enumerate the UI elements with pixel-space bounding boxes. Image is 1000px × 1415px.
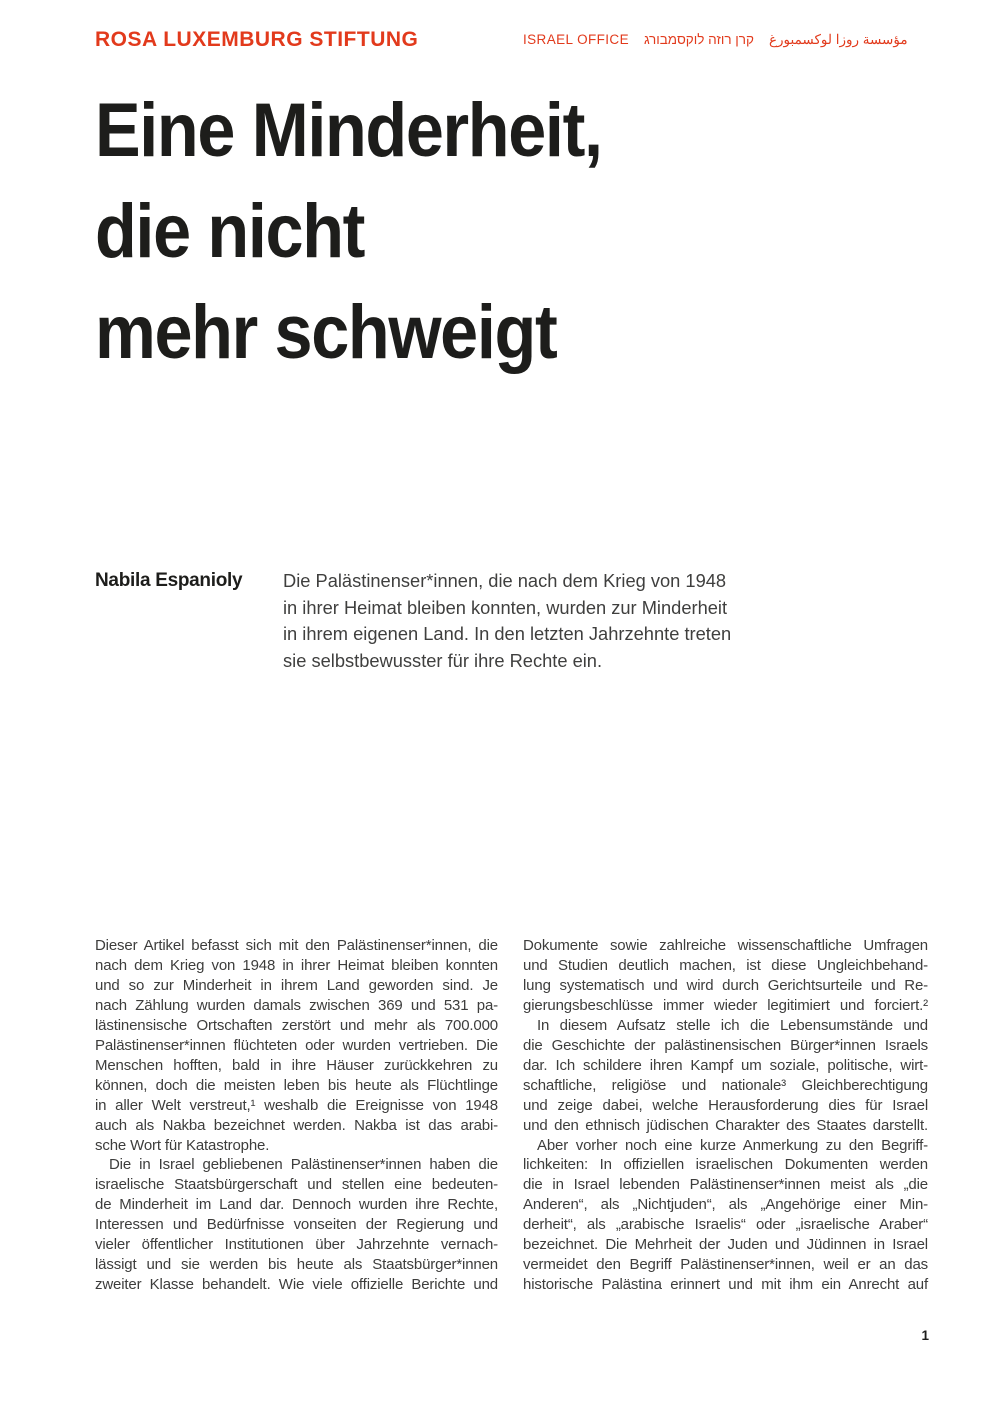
article-title-line: mehr schweigt (95, 290, 557, 375)
office-name-hebrew: קרן רוזה לוקסמבורג (643, 32, 754, 47)
body-text-line: Menschen hofften, bald in ihre Häuser zurückkehren zu (95, 1056, 498, 1074)
body-text-line: derheit“, als „arabische Israelis“ oder „israelische Araber“ (523, 1216, 928, 1234)
office-line (523, 32, 908, 48)
left-column (95, 936, 498, 1295)
body-text-line: und den ethnisch jüdischen Charakter des Staates darstellt. (523, 1116, 928, 1134)
body-text-line: und so zur Minderheit in ihrem Land geworden sind. Je (95, 976, 498, 994)
body-text-line: bezeichnet. Die Mehrheit der Juden und Jüdinnen in Israel (523, 1236, 928, 1254)
office-name-arabic: مؤسسة روزا لوكسمبورغ (768, 32, 908, 47)
body-text-line: können, doch die meisten leben bis heute als Flüchtlinge (95, 1076, 498, 1094)
body-text-line: lichkeiten: In offiziellen israelischen Dokumenten werden (523, 1156, 928, 1174)
masthead (95, 28, 935, 52)
body-text-line: lässigt und sie werden bis heute als Staatsbürger*innen (95, 1256, 498, 1274)
body-text-line: Dokumente sowie zahlreiche wissenschaftliche Umfragen (523, 937, 928, 954)
body-text-line: In diesem Aufsatz stelle ich die Lebensumstände und (537, 1016, 928, 1034)
body-text-line: Palästinenser*innen flüchteten oder wurden vertrieben. Die (95, 1036, 498, 1054)
body-text-line: die in Israel lebenden Palästinenser*innen meist als „die (523, 1176, 928, 1194)
body-text-line: vermeidet den Begriff Palästinenser*innen, weil er an das (523, 1256, 928, 1274)
body-text-line: Interessen und Bedürfnisse vonseiten der Regierung und (95, 1216, 498, 1234)
body-text-line: gierungsbeschlüsse immer wieder legitimiert und forciert.² (523, 996, 928, 1014)
body-text-line: historische Palästina erinnert und mit ihm ein Anrecht auf (523, 1276, 928, 1294)
body-text-line: Dieser Artikel befasst sich mit den Palästinenser*innen, die (95, 937, 498, 954)
page-number: 1 (921, 1328, 929, 1343)
article-title-line: Eine Minderheit, (95, 88, 602, 173)
body-text-line: zweiter Klasse behandelt. Wie viele offizielle Berichte und (95, 1276, 498, 1294)
body-text-line: Aber vorher noch eine kurze Anmerkung zu den Begriff- (537, 1136, 928, 1154)
body-text-line: in aller Welt verstreut,¹ weshalb die Ereignisse von 1948 (95, 1096, 498, 1114)
article-title-line: die nicht (95, 189, 365, 274)
body-text-line: israelische Staatsbürgerschaft und stellen eine bedeuten- (95, 1176, 498, 1194)
body-text-line: schaftliche, religiöse und nationale³ Gleichberechtigung (523, 1076, 928, 1094)
body-text-line: die Geschichte der palästinensischen Bürger*innen Israels (523, 1036, 928, 1054)
body-text-line: auch als Nakba bezeichnet werden. Nakba ist das arabi- (95, 1116, 498, 1134)
body-text-line: de Minderheit im Land dar. Dennoch wurden ihre Rechte, (95, 1196, 498, 1214)
body-text-line: und Studien deutlich machen, ist diese Ungleichbehand- (523, 956, 928, 974)
office-label: ISRAEL OFFICE (523, 32, 629, 47)
body-text-line: lung systematisch und wird durch Gerichtsurteile und Re- (523, 976, 928, 994)
right-column (523, 936, 928, 1295)
article-title (95, 80, 602, 383)
body-text-line: Anderen“, als „Nichtjuden“, als „Angehörige einer Min- (523, 1196, 928, 1214)
lead-paragraph: Die Palästinenser*innen, die nach dem Krieg von 1948 in ihrer Heimat bleiben konnten, wurden zur Minderheit in ihrem eigenen Land. In den letzten Jahrzehnte treten sie selbstbewusster für ihre Rechte ein. (283, 570, 732, 671)
brand-wordmark: ROSA LUXEMBURG STIFTUNG (95, 28, 419, 51)
body-text-line: sche Wort für Katastrophe. (95, 1136, 270, 1154)
body-text-line: Die in Israel gebliebenen Palästinenser*innen haben die (109, 1156, 498, 1174)
body-text-line: und zeige dabei, welche Herausforderung dies für Israel (523, 1096, 928, 1114)
body-text-line: nach Zählung wurden damals zwischen 369 und 531 pa- (95, 996, 498, 1014)
body-text-line: dar. Ich schildere ihren Kampf um soziale, politische, wirt- (523, 1056, 928, 1074)
author-name: Nabila Espanioly (95, 570, 243, 591)
body-text-line: lästinensische Ortschaften zerstört und mehr als 700.000 (95, 1016, 498, 1034)
body-text-line: nach dem Krieg von 1948 in ihrer Heimat bleiben konnten (95, 956, 498, 974)
body-text-line: vieler öffentlicher Institutionen über Jahrzehnte vernach- (95, 1236, 498, 1254)
